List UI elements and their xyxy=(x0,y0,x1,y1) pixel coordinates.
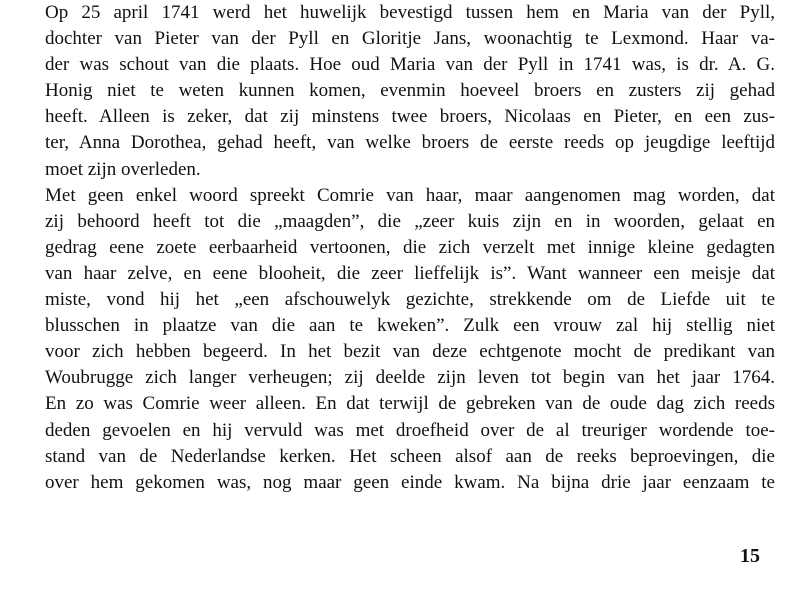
text-line: Met geen enkel woord spreekt Comrie van haar, maar aangenomen mag worden, dat xyxy=(45,184,775,206)
text-line: over hem gekomen was, nog maar geen einde kwam. Na bijna drie jaar eenzaam te xyxy=(45,471,775,493)
text-line: ter, Anna Dorothea, gehad heeft, van welke broers de eerste reeds op jeugdige leeftijd xyxy=(45,132,775,154)
body-text xyxy=(45,0,775,496)
text-line: zij behoord heeft tot die „maagden”, die „zeer kuis zijn en in woorden, gelaat en xyxy=(45,210,775,232)
text-line: miste, vond hij het „een afschouwelyk gezichte, strekkende om de Liefde uit te xyxy=(45,289,775,311)
text-line: En zo was Comrie weer alleen. En dat terwijl de gebreken van de oude dag zich reeds xyxy=(45,393,775,415)
text-line: blusschen in plaatze van die aan te kweken”. Zulk een vrouw zal hij stellig niet xyxy=(45,315,775,337)
text-line: moet zijn overleden. xyxy=(45,158,201,180)
text-line: dochter van Pieter van der Pyll en Gloritje Jans, woonachtig te Lexmond. Haar va- xyxy=(45,28,775,50)
text-line: van haar zelve, en eene blooheit, die zeer lieffelijk is”. Want wanneer een meisje dat xyxy=(45,262,775,284)
text-line: stand van de Nederlandse kerken. Het scheen alsof aan de reeks beproevingen, die xyxy=(45,445,775,467)
text-line: voor zich hebben begeerd. In het bezit van deze echtgenote mocht de predikant van xyxy=(45,341,775,363)
text-line: deden gevoelen en hij vervuld was met droefheid over de al treuriger wordende toe- xyxy=(45,419,775,441)
text-line: gedrag eene zoete eerbaarheid vertoonen, die zich verzelt met innige kleine gedagten xyxy=(45,236,775,258)
text-line: Woubrugge zich langer verheugen; zij deelde zijn leven tot begin van het jaar 1764. xyxy=(45,367,775,389)
text-line: der was schout van die plaats. Hoe oud Maria van der Pyll in 1741 was, is dr. A. G. xyxy=(45,54,775,76)
text-line: Op 25 april 1741 werd het huwelijk bevestigd tussen hem en Maria van der Pyll, xyxy=(45,2,775,23)
text-line: heeft. Alleen is zeker, dat zij minstens twee broers, Nicolaas en Pieter, en een zus- xyxy=(45,106,775,128)
page-number: 15 xyxy=(740,545,760,567)
text-line: Honig niet te weten kunnen komen, evenmin hoeveel broers en zusters zij gehad xyxy=(45,80,775,102)
